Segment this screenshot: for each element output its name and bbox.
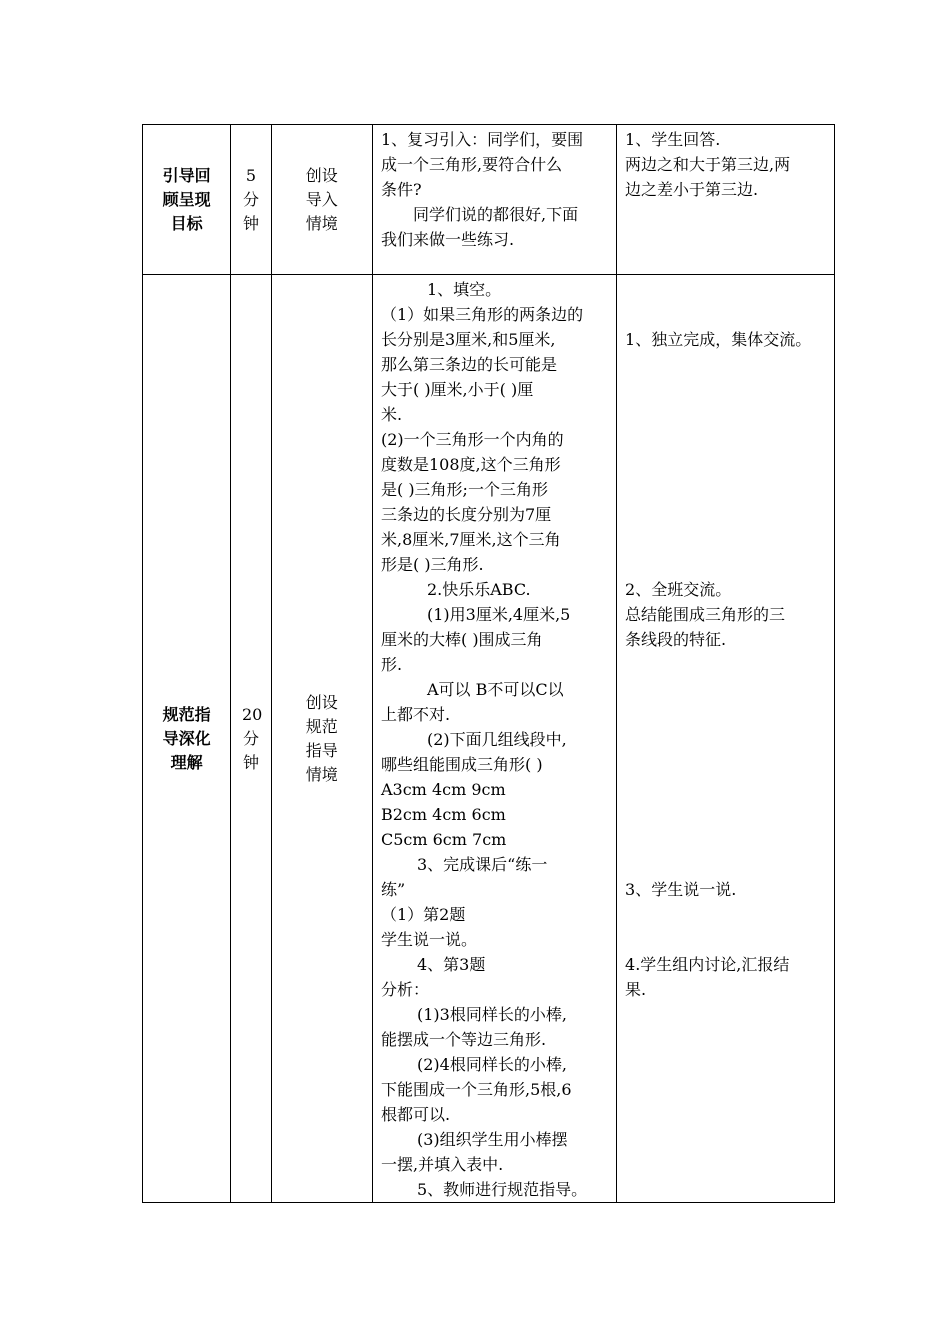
teacher-text: 5、教师进行规范指导。 <box>416 1180 588 1199</box>
teacher-text: 1、复习引入：同学们，要围 <box>380 130 584 149</box>
teacher-text: 米,8厘米,7厘米,这个三角 <box>380 530 561 549</box>
time-cell <box>231 125 271 275</box>
student-activity-cell <box>617 275 835 1203</box>
teacher-text: 4、第3题 <box>416 955 486 974</box>
stage-text: 导深化 <box>162 728 211 748</box>
method-text: 规范 <box>305 716 338 736</box>
time-text: 钟 <box>242 213 259 233</box>
student-text: 4.学生组内讨论,汇报结 <box>625 955 790 974</box>
teacher-text: 条件? <box>380 180 422 199</box>
method-text: 导入 <box>305 189 338 209</box>
teacher-text: 成一个三角形,要符合什么 <box>380 155 563 174</box>
stage-text: 顾呈现 <box>162 189 211 209</box>
method-text: 创设 <box>305 692 338 712</box>
stage-text: 规范指 <box>162 704 211 724</box>
method-text: 指导 <box>305 740 338 760</box>
teacher-text: 度数是108度,这个三角形 <box>380 455 561 474</box>
teacher-text: 下能围成一个三角形,5根,6 <box>380 1080 572 1099</box>
teacher-text: (2)一个三角形一个内角的 <box>380 430 564 449</box>
teacher-text: 那么第三条边的长可能是 <box>380 355 557 374</box>
teacher-text: 哪些组能围成三角形( ) <box>380 755 543 774</box>
time-text: 5 <box>245 165 257 185</box>
teacher-text: 形. <box>380 655 403 674</box>
time-text: 20 <box>241 704 263 724</box>
time-text: 钟 <box>242 752 259 772</box>
student-text: 果. <box>625 980 647 999</box>
method-text: 创设 <box>305 165 338 185</box>
teacher-text: 形是( )三角形. <box>380 555 484 574</box>
time-cell <box>231 275 271 1203</box>
student-activity-cell <box>617 125 835 275</box>
teacher-text: (2)下面几组线段中, <box>426 730 567 749</box>
teacher-text: (1)3根同样长的小棒, <box>416 1005 567 1024</box>
student-text: 1、独立完成，集体交流。 <box>625 330 812 349</box>
teacher-text: 上都不对. <box>380 705 451 724</box>
lesson-plan-table <box>142 124 835 1203</box>
stage-text: 引导回 <box>162 165 211 185</box>
student-text: 3、学生说一说. <box>625 880 737 899</box>
stage-text: 目标 <box>170 213 203 233</box>
teacher-text: 2.快乐乐ABC. <box>426 580 531 599</box>
method-text: 情境 <box>305 213 338 233</box>
teacher-text: (3)组织学生用小棒摆 <box>416 1130 568 1149</box>
student-text: 两边之和大于第三边,两 <box>625 155 791 174</box>
teacher-text: 同学们说的都很好,下面 <box>412 205 579 224</box>
teacher-text: C5cm 6cm 7cm <box>380 830 507 849</box>
teacher-text: 学生说一说。 <box>380 930 477 949</box>
teacher-text: (1)用3厘米,4厘米,5 <box>426 605 571 624</box>
teacher-text: 长分别是3厘米,和5厘米, <box>380 330 556 349</box>
teacher-text: 根都可以. <box>380 1105 451 1124</box>
stage-cell <box>143 125 231 275</box>
student-text: 1、学生回答. <box>625 130 721 149</box>
method-cell <box>271 275 372 1203</box>
method-text: 情境 <box>305 764 338 784</box>
teacher-text: 是( )三角形;一个三角形 <box>380 480 548 499</box>
method-cell <box>271 125 372 275</box>
teacher-text: （1）如果三角形的两条边的 <box>380 305 584 324</box>
teacher-text: 米. <box>380 405 403 424</box>
teacher-text: 三条边的长度分别为7厘 <box>380 505 552 524</box>
teacher-text: B2cm 4cm 6cm <box>380 805 506 824</box>
teacher-text: 能摆成一个等边三角形. <box>380 1030 547 1049</box>
teacher-text: 1、填空。 <box>426 280 502 299</box>
student-text: 2、全班交流。 <box>625 580 732 599</box>
student-text: 条线段的特征. <box>625 630 727 649</box>
teacher-activity-cell <box>372 125 616 275</box>
teacher-text: 练” <box>380 880 406 899</box>
time-text: 分 <box>242 728 259 748</box>
teacher-text: 厘米的大棒( )围成三角 <box>380 630 543 649</box>
teacher-text: A可以 B不可以C以 <box>426 680 564 699</box>
table-row <box>143 275 835 1203</box>
teacher-text: （1）第2题 <box>380 905 466 924</box>
teacher-text: 大于( )厘米,小于( )厘 <box>380 380 534 399</box>
stage-cell <box>143 275 231 1203</box>
student-text: 总结能围成三角形的三 <box>625 605 786 624</box>
teacher-text: (2)4根同样长的小棒, <box>416 1055 567 1074</box>
student-text: 边之差小于第三边. <box>625 180 759 199</box>
teacher-text: 一摆,并填入表中. <box>380 1155 504 1174</box>
teacher-text: 分析： <box>380 980 429 999</box>
teacher-text: A3cm 4cm 9cm <box>380 780 506 799</box>
table-row <box>143 125 835 275</box>
time-text: 分 <box>242 189 259 209</box>
teacher-text: 3、完成课后“练一 <box>416 855 548 874</box>
teacher-text: 我们来做一些练习. <box>380 230 515 249</box>
teacher-activity-cell <box>372 275 616 1203</box>
stage-text: 理解 <box>170 752 203 772</box>
